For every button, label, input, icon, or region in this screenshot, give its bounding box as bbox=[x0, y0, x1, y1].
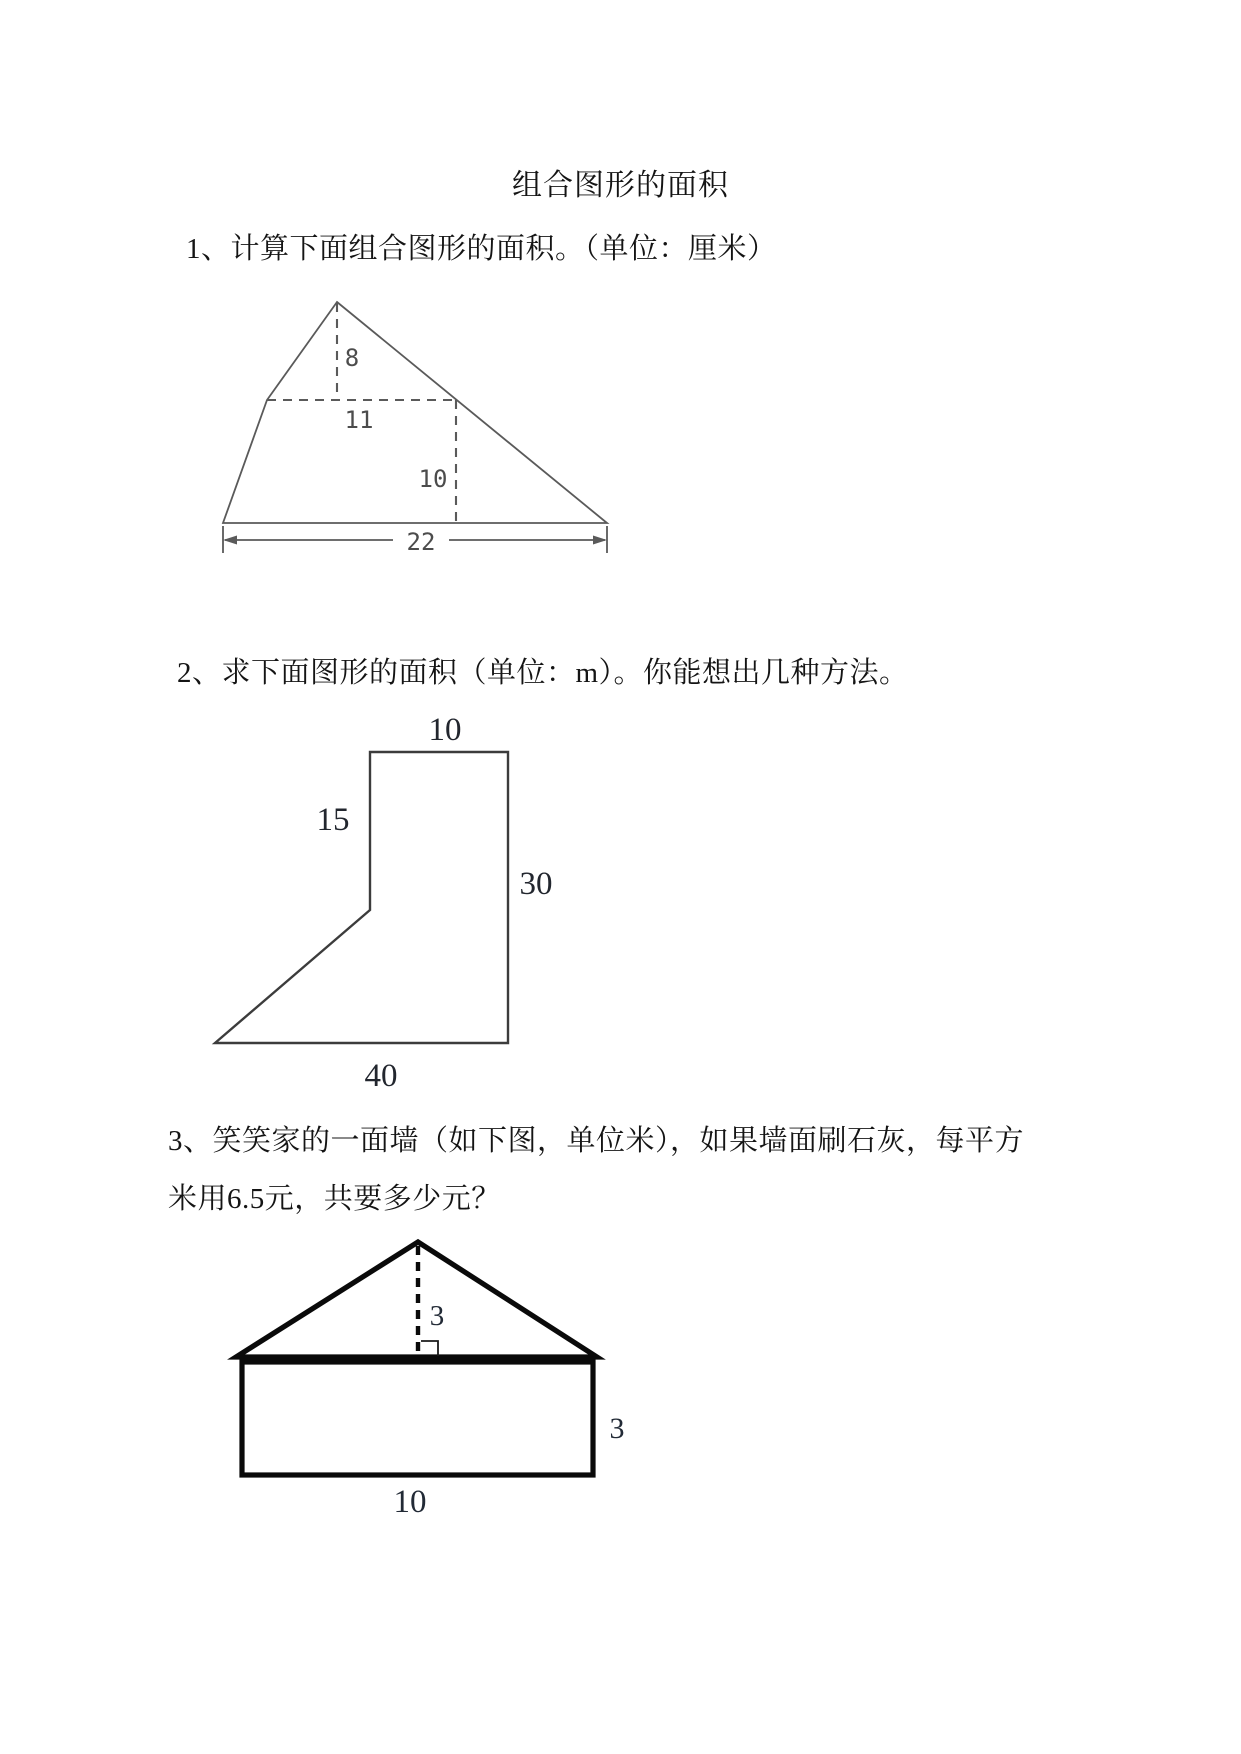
figure3-label-roof-height: 3 bbox=[429, 1300, 445, 1332]
figure-2-l-shape bbox=[200, 700, 560, 1090]
figure2-label-right-height: 30 bbox=[519, 866, 553, 902]
figure1-label-apex-height: 8 bbox=[344, 344, 360, 372]
figure1-label-base-width: 22 bbox=[406, 528, 436, 556]
figure1-outline bbox=[223, 302, 607, 523]
figure3-wall-rectangle bbox=[242, 1362, 593, 1475]
question-3-text-line2: 米用6.5元，共要多少元？ bbox=[168, 1183, 501, 1215]
question-3-text-line1: 3、笑笑家的一面墙（如下图，单位米），如果墙面刷石灰，每平方 bbox=[168, 1125, 1025, 1157]
figure2-label-left-height: 15 bbox=[316, 802, 350, 838]
figure3-label-wall-height: 3 bbox=[609, 1412, 625, 1445]
figure-1-composite-shape bbox=[195, 290, 625, 560]
figure-3-house-wall bbox=[200, 1230, 640, 1525]
question-2-text: 2、求下面图形的面积（单位：m）。你能想出几种方法。 bbox=[177, 657, 909, 689]
figure3-right-angle-mark bbox=[421, 1341, 438, 1356]
question-1-text: 1、计算下面组合图形的面积。（单位：厘米） bbox=[186, 233, 777, 265]
figure1-right-arrowhead-icon bbox=[593, 536, 607, 545]
figure1-left-arrowhead-icon bbox=[223, 536, 237, 545]
page-title: 组合图形的面积 bbox=[512, 169, 729, 202]
figure2-label-top-width: 10 bbox=[428, 712, 462, 748]
figure3-label-wall-width: 10 bbox=[393, 1484, 427, 1520]
figure1-label-right-height: 10 bbox=[418, 465, 448, 493]
figure1-label-mid-width: 11 bbox=[344, 406, 374, 434]
figure2-label-bottom-width: 40 bbox=[364, 1058, 398, 1090]
figure2-outline bbox=[215, 752, 508, 1043]
